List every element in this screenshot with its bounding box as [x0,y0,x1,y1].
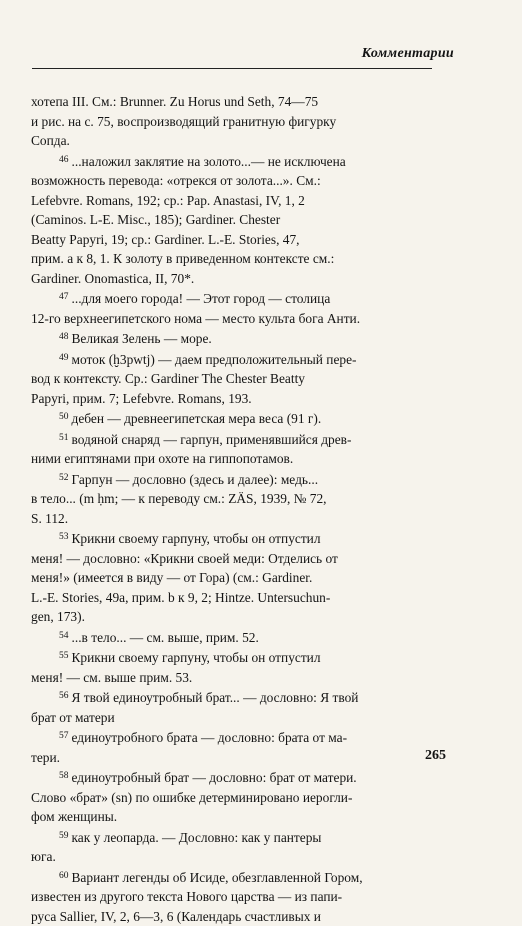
line-text: Lefebvre. Romans, 192; ср.: Pap. Anastasi, IV, 1, 2 [31,193,305,208]
note-number: 56 [59,691,69,701]
note-number: 53 [59,532,69,542]
text-line [31,469,446,490]
line-text: хотепа III. См.: Brunner. Zu Horus und Seth, 74—75 [31,94,318,109]
line-text: и рис. на с. 75, воспроизводящий гранитную фигурку [31,114,336,129]
line-text: Gardiner. Onomastica, II, 70*. [31,271,194,286]
note-number: 55 [59,651,69,661]
text-line [31,328,446,349]
text-line [31,349,446,370]
text-line [31,549,446,569]
note-number: 47 [59,292,69,302]
text-line [31,807,446,827]
line-text: ...наложил заклятие на золото...— не исключена [72,154,346,169]
text-line [31,847,446,867]
note-number: 48 [59,332,69,342]
text-line [31,788,446,808]
line-text: L.-E. Stories, 49a, прим. b к 9, 2; Hintze. Untersuchun- [31,590,330,605]
line-text: Papyri, прим. 7; Lefebvre. Romans, 193. [31,391,252,406]
text-line [31,907,446,926]
line-text: фом женщины. [31,809,117,824]
line-text: вод к контексту. Ср.: Gardiner The Chester Beatty [31,371,305,386]
line-text: меня!» (имеется в виду — от Гора) (см.: Gardiner. [31,570,312,585]
text-line [31,687,446,708]
line-text: единоутробный брат — дословно: брат от матери. [72,770,357,785]
line-text: меня! — дословно: «Крикни своей меди: Отделись от [31,551,338,566]
text-line [31,191,446,211]
line-text: Великая Зелень — море. [72,331,212,346]
line-text: как у леопарда. — Дословно: как у пантеры [72,830,322,845]
text-line [31,767,446,788]
text-line [31,827,446,848]
text-line [31,647,446,668]
line-text: ...для моего города! — Этот город — столица [72,291,331,306]
text-line [31,528,446,549]
text-line [31,92,446,112]
text-line [31,112,446,132]
running-header [32,36,432,69]
note-number: 58 [59,771,69,781]
text-line [31,230,446,250]
text-line [31,269,446,289]
text-line [31,887,446,907]
text-line [31,171,446,191]
text-line [31,449,446,469]
line-text: тери. [31,750,60,765]
line-text: 12-го верхнеегипетского нома — место культа бога Анти. [31,311,360,326]
note-number: 54 [59,631,69,641]
text-line [31,627,446,648]
line-text: юга. [31,849,56,864]
line-text: дебен — древнеегипетская мера веса (91 г). [72,411,322,426]
text-line [31,309,446,329]
line-text: Крикни своему гарпуну, чтобы он отпустил [72,650,321,665]
note-number: 59 [59,831,69,841]
line-text: в тело... (m ḥm; — к переводу см.: ZÄS, 1939, № 72, [31,491,327,506]
text-line [31,867,446,888]
line-text: водяной снаряд — гарпун, применявшийся древ- [72,432,352,447]
line-text: ...в тело... — см. выше, прим. 52. [72,630,259,645]
text-line [31,748,446,768]
text-line [31,668,446,688]
text-line [31,509,446,529]
text-line [31,249,446,269]
line-text: Гарпун — дословно (здесь и далее): медь... [72,472,319,487]
header-title: Комментарии [362,46,454,62]
text-line [31,727,446,748]
text-line [31,708,446,728]
text-line [31,568,446,588]
text-line [31,588,446,608]
line-text: ними египтянами при охоте на гиппопотамов. [31,451,293,466]
line-text: меня! — см. выше прим. 53. [31,670,192,685]
text-line [31,389,446,409]
text-line [31,210,446,230]
text-line [31,131,446,151]
note-number: 60 [59,871,69,881]
text-line [31,151,446,172]
note-number: 57 [59,731,69,741]
note-number: 50 [59,412,69,422]
line-text: S. 112. [31,511,68,526]
line-text: Сопда. [31,133,70,148]
line-text: Крикни своему гарпуну, чтобы он отпустил [72,531,321,546]
text-line [31,288,446,309]
line-text: единоутробного брата — дословно: брата от ма- [72,730,348,745]
line-text: руса Sallier, IV, 2, 6—3, 6 (Календарь счастливых и [31,909,321,924]
line-text: брат от матери [31,710,115,725]
line-text: Вариант легенды об Исиде, обезглавленной Гором, [72,870,363,885]
note-number: 46 [59,155,69,165]
text-line [31,489,446,509]
line-text: возможность перевода: «отрекся от золота...». См.: [31,173,321,188]
page-number: 265 [425,748,446,764]
text-line [31,408,446,429]
line-text: моток (ḫ3pwtj) — даем предположительный пере- [72,352,357,367]
line-text: Слово «брат» (sn) по ошибке детерминировано иерогли- [31,790,352,805]
note-number: 52 [59,473,69,483]
line-text: (Caminos. L-E. Misc., 185); Gardiner. Chester [31,212,280,227]
text-line [31,429,446,450]
commentary-text [31,92,446,926]
text-line [31,369,446,389]
text-line [31,607,446,627]
line-text: прим. а к 8, 1. К золоту в приведенном контексте см.: [31,251,334,266]
note-number: 49 [59,353,69,363]
note-number: 51 [59,433,69,443]
line-text: gen, 173). [31,609,85,624]
line-text: Beatty Papyri, 19; ср.: Gardiner. L.-E. Stories, 47, [31,232,300,247]
line-text: Я твой единоутробный брат... — дословно: Я твой [72,690,359,705]
line-text: известен из другого текста Нового царства — из папи- [31,889,342,904]
